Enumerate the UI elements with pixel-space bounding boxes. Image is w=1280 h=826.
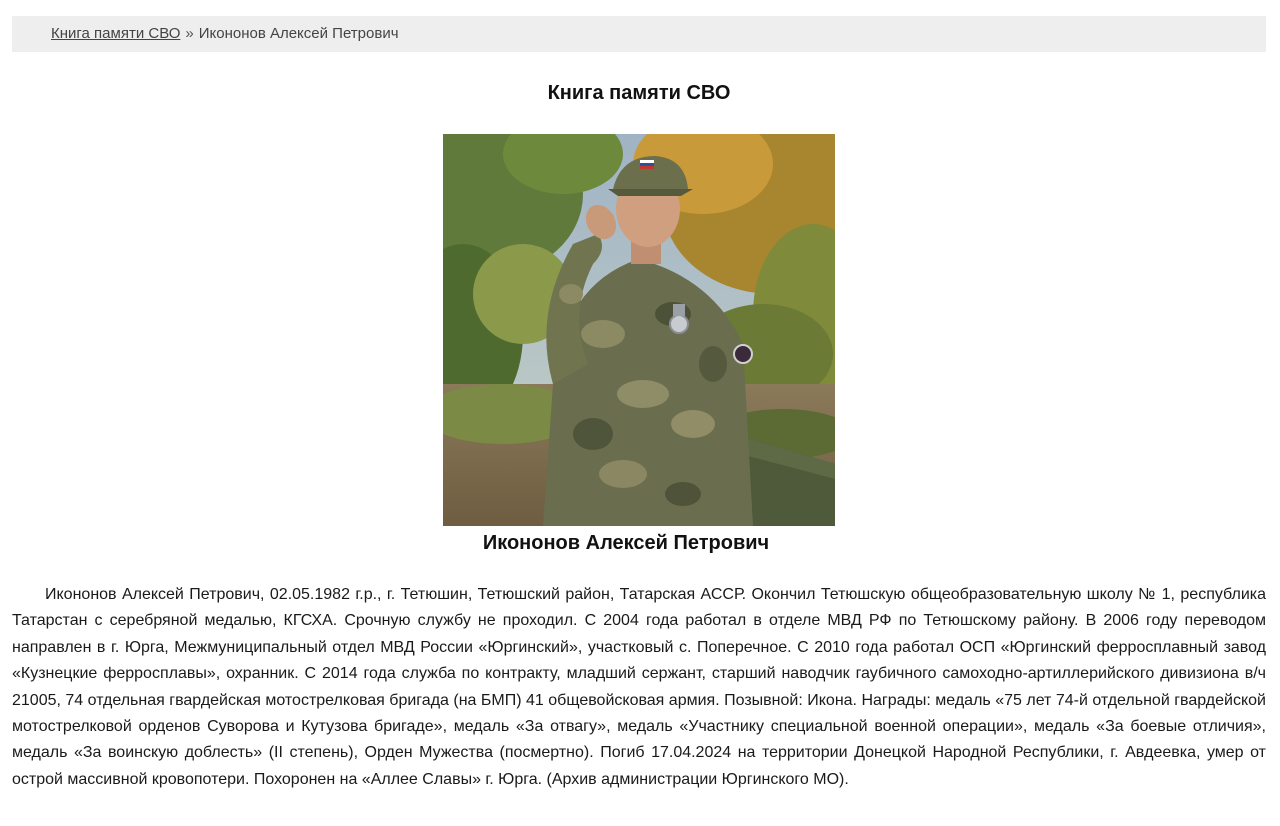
- breadcrumb-link-memory-book[interactable]: Книга памяти СВО: [51, 25, 181, 42]
- breadcrumb-current: Икононов Алексей Петрович: [198, 25, 399, 42]
- breadcrumb: [12, 16, 1266, 52]
- biography-text: Икононов Алексей Петрович, 02.05.1982 г.р., г. Тетюшин, Тетюшский район, Татарская АССР. Окончил Тетюшскую общеобразовательную школу № 1, республика Татарстан с серебряной медалью, КГСХА. Срочную службу не проходил. С 2004 года работал в отделе МВД РФ по Тетюшскому району. В 2006 году переводом направлен в г. Юрга, Межмуниципальный отдел МВД России «Юргинский», участковый с. Поперечное. С 2010 года работал ОСП «Юргинский ферросплавный завод «Кузнецкие ферросплавы», охранник. С 2014 года служба по контракту, младший сержант, старший наводчик гаубичного самоходно-артиллерийского дивизиона в/ч 21005, 74 отдельная гвардейская мотострелковая бригада (на БМП) 41 общевойсковая армия. Позывной: Икона. Награды: медаль «75 лет 74-й отдельной гвардейской мотострелковой орденов Суворова и Кутузова бригаде», медаль «За отвагу», медаль «Участнику специальной военной операции», медаль «За боевые отличия», медаль «За воинскую доблесть» (II степень), Орден Мужества (посмертно). Погиб 17.04.2024 на территории Донецкой Народной Республики, г. Авдеевка, умер от острой массивной кровопотери. Похоронен на «Аллее Славы» г. Юрга. (Архив администрации Юргинского МО).: [12, 586, 1266, 788]
- portrait-photo: [443, 134, 835, 526]
- person-name: Икононов Алексей Петрович: [482, 532, 770, 554]
- breadcrumb-separator: »: [185, 25, 194, 42]
- page-title: Книга памяти СВО: [547, 82, 731, 104]
